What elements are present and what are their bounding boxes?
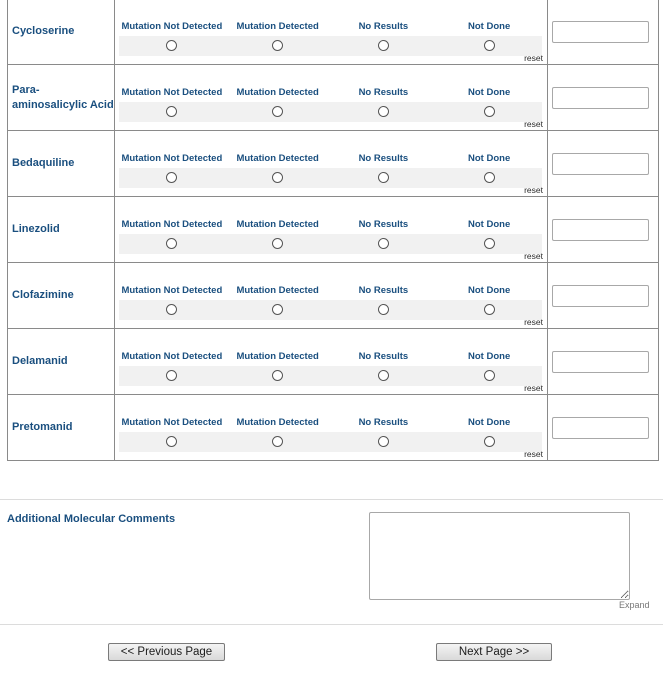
option-labels [119,8,542,36]
drug-name-cell [8,395,115,461]
result-radio[interactable] [378,304,389,315]
radio-slot [225,300,331,320]
result-radio[interactable] [484,172,495,183]
radio-slot [119,234,225,254]
option-label: Mutation Not Detected [121,20,223,32]
option-column [436,8,542,36]
radio-group [119,168,542,188]
radio-group [119,102,542,122]
drug-row [8,329,659,395]
option-column [331,404,437,432]
result-radio[interactable] [484,304,495,315]
option-column [331,74,437,102]
result-options-cell [115,263,548,329]
radio-slot [119,300,225,320]
drug-row [8,65,659,131]
result-options-cell [115,0,548,65]
comment-cell [548,329,659,395]
result-radio[interactable] [166,436,177,447]
result-options-cell [115,395,548,461]
next-page-button[interactable]: Next Page >> [436,643,552,661]
radio-slot [119,432,225,452]
radio-slot [119,168,225,188]
radio-slot [119,366,225,386]
option-column [225,140,331,168]
option-column [331,206,437,234]
section-divider [0,499,663,500]
drug-comment-input[interactable] [552,87,649,109]
reset-link[interactable]: reset [524,317,543,327]
comment-cell [548,65,659,131]
option-column [119,140,225,168]
comment-cell [548,0,659,65]
result-radio[interactable] [166,238,177,249]
option-column [436,74,542,102]
option-label: Not Done [468,20,511,32]
option-column [119,272,225,300]
previous-page-button[interactable]: << Previous Page [108,643,225,661]
expand-link[interactable]: Expand [619,600,650,610]
option-column [119,404,225,432]
result-radio[interactable] [166,370,177,381]
drug-name: Clofazimine [12,289,74,301]
drug-row [8,395,659,461]
result-radio[interactable] [484,436,495,447]
radio-slot [225,432,331,452]
radio-slot [119,36,225,56]
drug-comment-input[interactable] [552,21,649,43]
result-radio[interactable] [166,172,177,183]
option-column [225,338,331,366]
option-column [436,404,542,432]
drug-name-cell [8,197,115,263]
option-label: Not Done [468,152,511,164]
option-labels [119,404,542,432]
radio-slot [331,300,437,320]
option-column [331,8,437,36]
comments-textarea[interactable] [369,512,630,600]
drug-row [8,131,659,197]
drug-name: Bedaquiline [12,157,75,169]
option-label: Mutation Detected [236,20,319,32]
option-label: No Results [358,416,409,428]
reset-link[interactable]: reset [524,185,543,195]
drug-name: Para-aminosalicylic Acid [12,83,114,111]
option-column [225,206,331,234]
comment-cell [548,263,659,329]
radio-group [119,432,542,452]
reset-link[interactable]: reset [524,251,543,261]
option-labels [119,74,542,102]
reset-link[interactable]: reset [524,383,543,393]
comment-cell [548,131,659,197]
drug-name: Delamanid [12,355,68,367]
drug-name-cell [8,329,115,395]
option-label: No Results [358,218,409,230]
drug-row [8,0,659,65]
option-label: Mutation Detected [236,284,319,296]
drug-comment-input[interactable] [552,153,649,175]
radio-group [119,234,542,254]
option-label: No Results [358,86,409,98]
comment-cell [548,395,659,461]
radio-slot [225,168,331,188]
result-radio[interactable] [378,436,389,447]
result-options-cell [115,197,548,263]
option-label: No Results [358,152,409,164]
drug-comment-input[interactable] [552,285,649,307]
option-column [225,272,331,300]
option-column [119,74,225,102]
radio-slot [119,102,225,122]
option-column [225,74,331,102]
result-radio[interactable] [484,238,495,249]
drug-name-cell [8,65,115,131]
option-column [436,206,542,234]
result-radio[interactable] [272,238,283,249]
option-labels [119,338,542,366]
result-radio[interactable] [378,370,389,381]
result-radio[interactable] [272,304,283,315]
result-options-cell [115,329,548,395]
option-label: Mutation Not Detected [121,218,223,230]
option-label: Not Done [468,86,511,98]
option-column [331,140,437,168]
radio-slot [331,102,437,122]
option-label: Mutation Detected [236,86,319,98]
radio-slot [225,366,331,386]
option-column [119,8,225,36]
option-label: No Results [358,350,409,362]
result-radio[interactable] [378,40,389,51]
option-column [331,272,437,300]
radio-slot [225,36,331,56]
option-column [436,140,542,168]
result-radio[interactable] [378,172,389,183]
option-label: Mutation Not Detected [121,284,223,296]
result-radio[interactable] [378,106,389,117]
reset-link[interactable]: reset [524,449,543,459]
reset-link[interactable]: reset [524,53,543,63]
option-column [225,8,331,36]
drug-results-table [7,0,659,461]
option-column [331,338,437,366]
drug-comment-input[interactable] [552,219,649,241]
option-label: Not Done [468,284,511,296]
radio-slot [331,432,437,452]
drug-comment-input[interactable] [552,351,649,373]
option-label: Not Done [468,416,511,428]
drug-name-cell [8,131,115,197]
option-label: Mutation Detected [236,152,319,164]
drug-name: Linezolid [12,223,60,235]
result-radio[interactable] [272,436,283,447]
result-radio[interactable] [272,106,283,117]
result-radio[interactable] [378,238,389,249]
drug-name-cell [8,263,115,329]
option-column [436,272,542,300]
option-label: Mutation Detected [236,218,319,230]
option-labels [119,140,542,168]
radio-slot [331,36,437,56]
option-label: No Results [358,20,409,32]
radio-slot [225,234,331,254]
option-label: Mutation Not Detected [121,86,223,98]
result-radio[interactable] [166,40,177,51]
option-label: Mutation Detected [236,416,319,428]
drug-name-cell [8,0,115,65]
option-label: No Results [358,284,409,296]
reset-link[interactable]: reset [524,119,543,129]
result-radio[interactable] [166,106,177,117]
radio-group [119,300,542,320]
radio-slot [331,234,437,254]
radio-slot [331,168,437,188]
result-options-cell [115,65,548,131]
comment-cell [548,197,659,263]
result-radio[interactable] [484,106,495,117]
result-radio[interactable] [272,40,283,51]
drug-name: Cycloserine [12,25,75,37]
result-radio[interactable] [272,370,283,381]
option-label: Not Done [468,218,511,230]
option-column [225,404,331,432]
radio-group [119,366,542,386]
drug-row [8,197,659,263]
option-label: Mutation Not Detected [121,350,223,362]
radio-slot [331,366,437,386]
option-labels [119,206,542,234]
option-label: Mutation Not Detected [121,152,223,164]
result-options-cell [115,131,548,197]
option-column [436,338,542,366]
option-labels [119,272,542,300]
option-label: Mutation Not Detected [121,416,223,428]
result-radio[interactable] [166,304,177,315]
option-label: Not Done [468,350,511,362]
radio-slot [225,102,331,122]
option-column [119,206,225,234]
result-radio[interactable] [272,172,283,183]
nav-divider [0,624,663,625]
drug-name: Pretomanid [12,421,73,433]
comments-label: Additional Molecular Comments [7,513,176,525]
result-radio[interactable] [484,370,495,381]
drug-comment-input[interactable] [552,417,649,439]
option-column [119,338,225,366]
radio-group [119,36,542,56]
result-radio[interactable] [484,40,495,51]
option-label: Mutation Detected [236,350,319,362]
drug-row [8,263,659,329]
